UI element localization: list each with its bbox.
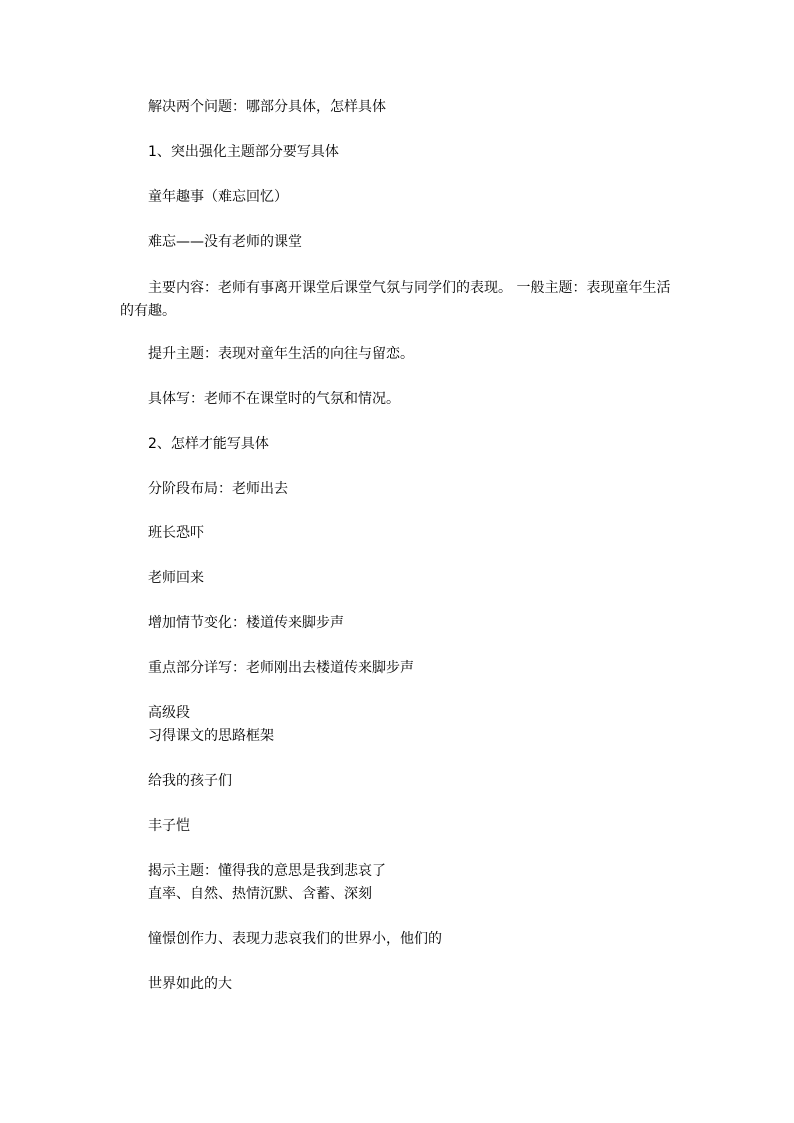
paragraph-staged-layout: 分阶段布局：老师出去: [148, 481, 288, 497]
paragraph-main-content: 主要内容：老师有事离开课堂后课堂气氛与同学们的表现。 一般主题：表现童年生活的有趣。: [120, 280, 671, 319]
paragraph-text-title: 给我的孩子们: [148, 773, 232, 789]
paragraph-childhood-fun: 童年趣事（难忘回忆）: [148, 189, 288, 205]
paragraph-framework: 习得课文的思路框架: [148, 728, 274, 744]
paragraph-monitor-threat: 班长恐吓: [148, 525, 204, 541]
paragraph-elevated-theme: 提升主题：表现对童年生活的向往与留恋。: [148, 346, 414, 362]
paragraph-author: 丰子恺: [148, 818, 190, 834]
paragraph-concrete-writing: 具体写：老师不在课堂时的气氛和情况。: [148, 391, 400, 407]
paragraph-key-detail: 重点部分详写：老师刚出去楼道传来脚步声: [148, 660, 414, 676]
paragraph-plot-change: 增加情节变化：楼道传来脚步声: [148, 615, 344, 631]
paragraph-point-1: 1、突出强化主题部分要写具体: [148, 144, 339, 160]
paragraph-point-2: 2、怎样才能写具体: [148, 436, 269, 452]
paragraph-problems: 解决两个问题：哪部分具体，怎样具体: [148, 99, 386, 115]
paragraph-style-words: 直率、自然、热情沉默、含蓄、深刻: [148, 886, 372, 902]
paragraph-reveal-theme: 揭示主题：懂得我的意思是我到悲哀了: [148, 863, 386, 879]
paragraph-world-size: 世界如此的大: [148, 976, 232, 992]
paragraph-advanced-level: 高级段: [148, 705, 190, 721]
paragraph-memorable-class: 难忘——没有老师的课堂: [148, 234, 302, 250]
paragraph-aspiration: 憧憬创作力、表现力悲哀我们的世界小，他们的: [148, 931, 442, 947]
paragraph-teacher-returns: 老师回来: [148, 570, 204, 586]
